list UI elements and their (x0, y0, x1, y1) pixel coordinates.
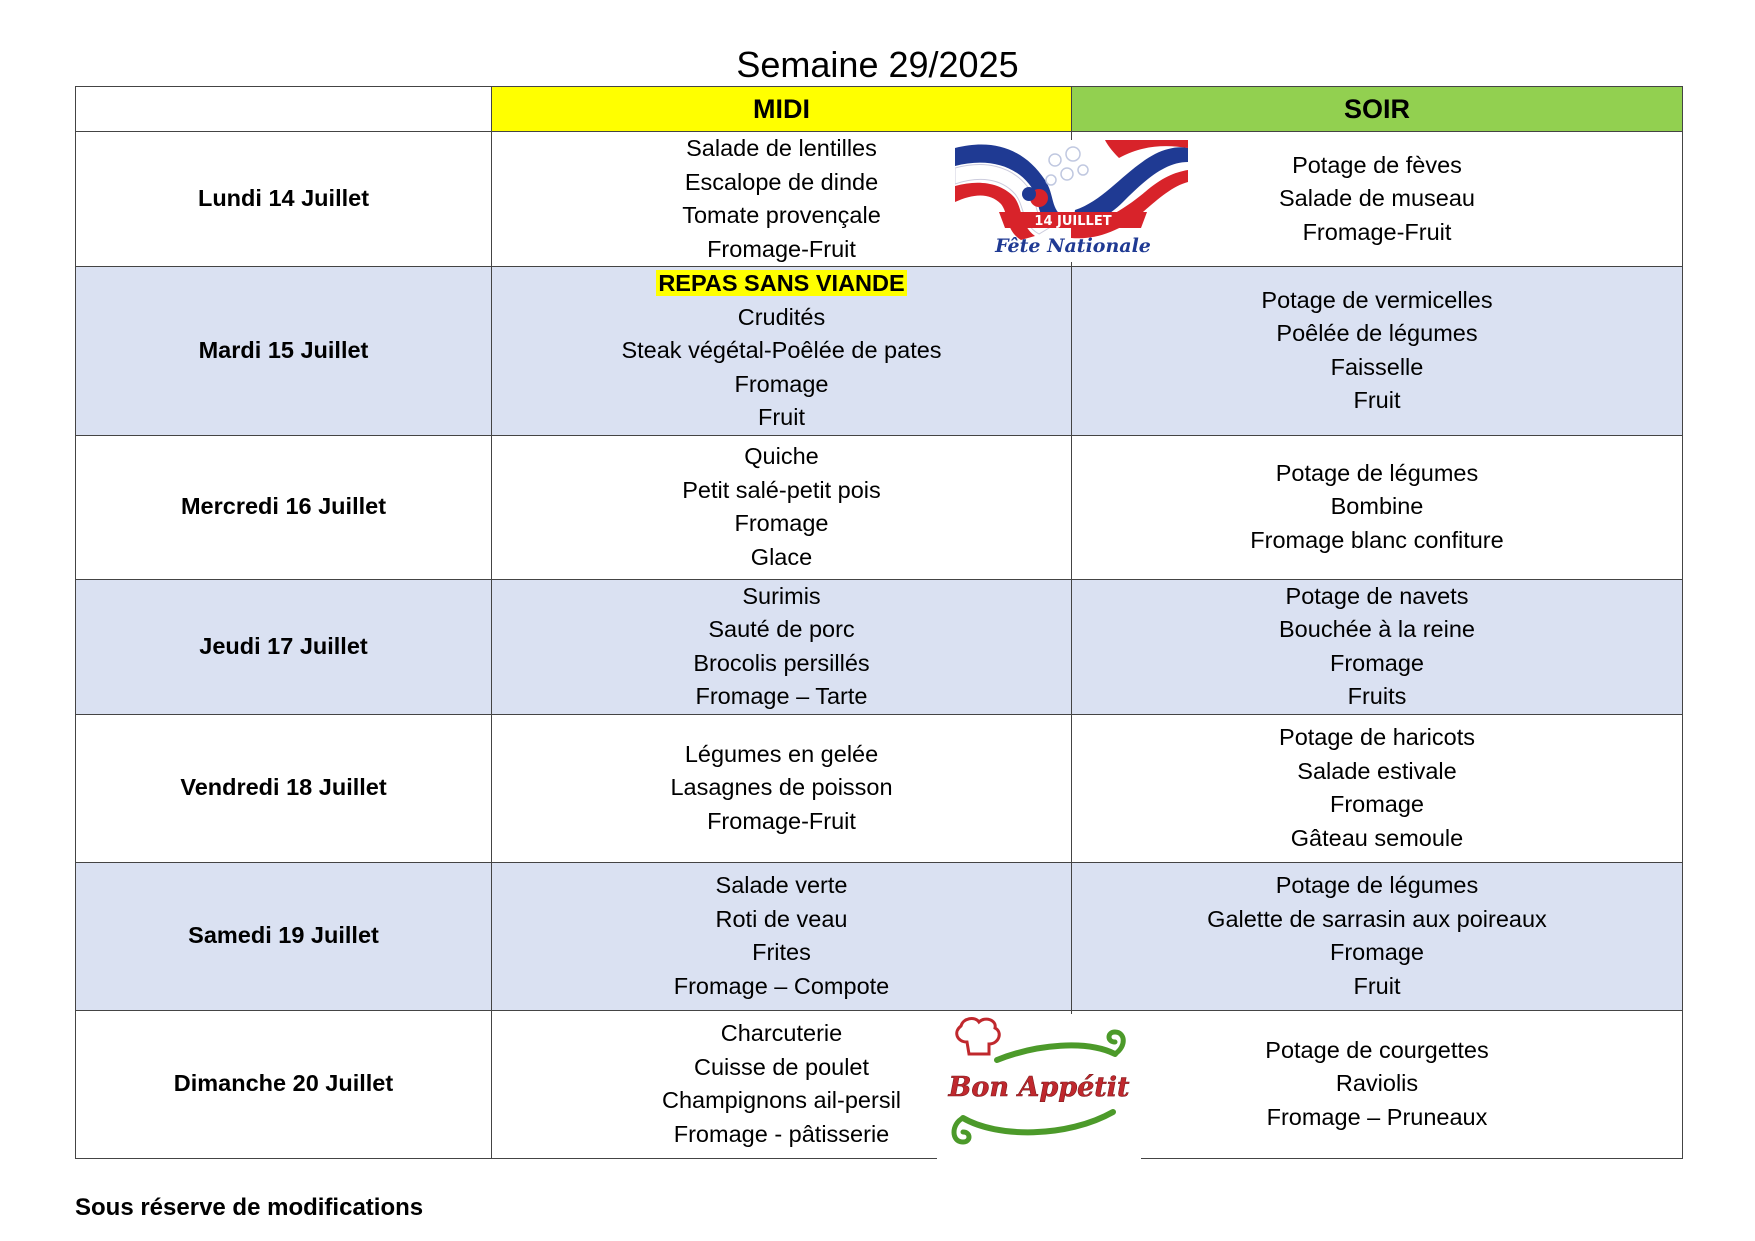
fete-image-line2: Fête Nationale (995, 235, 1151, 257)
menu-item: Potage de fèves (1292, 151, 1462, 178)
menu-table (75, 86, 1683, 1159)
menu-item: Sauté de porc (708, 616, 855, 642)
day-row (76, 714, 1683, 862)
menu-item: Glace (750, 543, 813, 570)
menu-item: Champignons ail-persil (661, 1087, 902, 1113)
menu-item: Roti de veau (715, 905, 848, 932)
menu-item: Tomate provençale (682, 202, 881, 228)
menu-item: Fromage (1329, 939, 1425, 965)
day-label: Samedi 19 Juillet (76, 862, 492, 1010)
menu-item: Fromage (1329, 791, 1425, 817)
menu-item: Fromage – Pruneaux (1266, 1103, 1488, 1130)
footer-note: Sous réserve de modifications (75, 1194, 424, 1221)
menu-item: Quiche (744, 443, 819, 469)
menu-item: Salade de lentilles (686, 135, 877, 161)
menu-item: Petit salé-petit pois (682, 476, 881, 503)
menu-item: Potage de légumes (1275, 872, 1479, 898)
menu-item: Galette de sarrasin aux poireaux (1207, 905, 1547, 932)
menu-item: Crudités (737, 303, 826, 330)
menu-item: Brocolis persillés (693, 649, 870, 676)
fete-image-line1: 14 JUILLET (1034, 214, 1112, 229)
menu-item: Salade de museau (1279, 185, 1475, 212)
day-row (76, 132, 1683, 267)
day-label: Mercredi 16 Juillet (76, 435, 492, 579)
day-label: Vendredi 18 Juillet (76, 714, 492, 862)
header-midi: MIDI (492, 87, 1072, 132)
menu-item: Salade estivale (1297, 757, 1457, 784)
menu-item: Fruit (758, 404, 805, 430)
menu-item: Fromage (734, 370, 829, 397)
menu-item: Bouchée à la reine (1279, 616, 1475, 642)
menu-item: Potage de navets (1285, 582, 1469, 609)
header-day-cell (76, 87, 492, 132)
menu-item: Fromage-Fruit (707, 235, 856, 262)
menu-item: Gâteau semoule (1290, 824, 1464, 851)
day-row (76, 267, 1683, 436)
header-soir: SOIR (1072, 87, 1683, 132)
midi-menu-cell (492, 435, 1072, 579)
bon-appetit-image (937, 1014, 1141, 1162)
fete-nationale-image (955, 140, 1188, 262)
menu-item: Raviolis (1335, 1070, 1419, 1097)
header-row (76, 87, 1683, 132)
page-title: Semaine 29/2025 (736, 44, 1019, 85)
menu-item: Frites (752, 939, 811, 965)
soir-menu-cell (1072, 435, 1683, 579)
midi-menu-cell (492, 579, 1072, 714)
menu-item: Poêlée de légumes (1276, 320, 1478, 347)
menu-item: Fromage-Fruit (707, 807, 856, 834)
menu-item: Fromage-Fruit (1302, 218, 1452, 245)
menu-item: Potage de haricots (1279, 724, 1475, 750)
menu-item: Fruit (1353, 972, 1401, 999)
soir-menu-cell (1072, 267, 1683, 436)
day-label: Mardi 15 Juillet (76, 267, 492, 436)
menu-item: Steak végétal-Poêlée de pates (621, 337, 942, 363)
menu-item: Fromage (734, 510, 829, 536)
soir-menu-cell (1072, 1010, 1683, 1158)
menu-item: Potage de courgettes (1265, 1036, 1489, 1063)
menu-item: Fromage – Compote (673, 972, 890, 999)
menu-item: Surimis (742, 582, 821, 609)
menu-item: Bombine (1330, 493, 1424, 520)
midi-menu-cell (492, 714, 1072, 862)
day-label: Jeudi 17 Juillet (76, 579, 492, 714)
day-label: Dimanche 20 Juillet (76, 1010, 492, 1158)
menu-item: Potage de légumes (1275, 459, 1479, 486)
menu-item: Charcuterie (720, 1020, 843, 1046)
day-row (76, 862, 1683, 1010)
menu-item: Potage de vermicelles (1261, 286, 1493, 313)
soir-menu-cell (1072, 862, 1683, 1010)
soir-menu-cell (1072, 579, 1683, 714)
menu-item: Escalope de dinde (684, 168, 879, 195)
menu-item: Faisselle (1330, 353, 1424, 380)
menu-item: Fromage – Tarte (695, 683, 868, 709)
midi-menu-cell (492, 267, 1072, 436)
menu-item: Lasagnes de poisson (670, 774, 893, 801)
menu-item: Salade verte (715, 872, 848, 898)
midi-menu-cell (492, 862, 1072, 1010)
menu-item: Fromage blanc confiture (1250, 526, 1504, 553)
day-row (76, 1010, 1683, 1158)
meatless-meal-badge: REPAS SANS VIANDE (658, 270, 905, 296)
menu-item: Cuisse de poulet (693, 1053, 870, 1080)
bon-appetit-text: Bon Appétit (948, 1072, 1130, 1103)
menu-item: Fromage - pâtisserie (673, 1120, 890, 1147)
menu-item: Légumes en gelée (684, 740, 879, 767)
menu-item: Fruit (1353, 387, 1401, 414)
menu-item: Fromage (1329, 649, 1425, 676)
day-row (76, 579, 1683, 714)
day-row (76, 435, 1683, 579)
soir-menu-cell (1072, 714, 1683, 862)
menu-item: Fruits (1347, 683, 1407, 709)
day-label: Lundi 14 Juillet (76, 132, 492, 267)
